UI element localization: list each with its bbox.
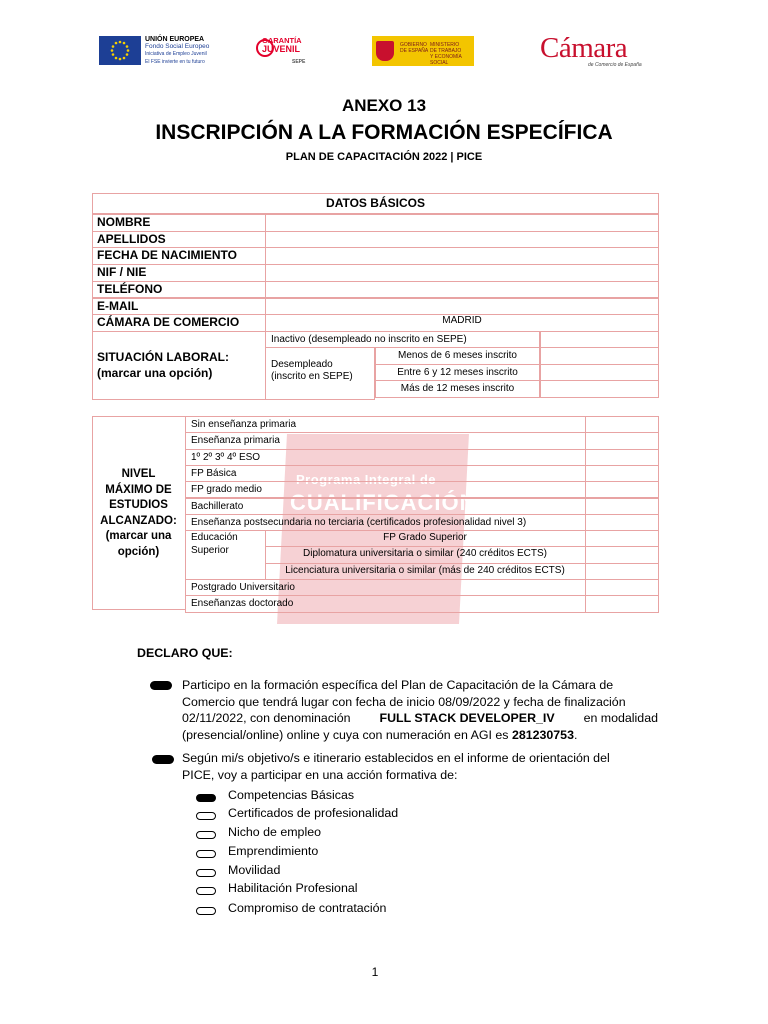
estudios-check-cell[interactable] xyxy=(585,514,659,531)
situacion-label: SITUACIÓN LABORAL: xyxy=(97,349,229,364)
inactivo-check-cell[interactable] xyxy=(540,331,659,348)
option-radio[interactable] xyxy=(196,850,216,858)
datos-field-label: NOMBRE xyxy=(97,215,151,229)
para-text: en modalidad xyxy=(583,711,658,725)
estudios-option-cell xyxy=(185,498,586,515)
desempleado-option-label: Entre 6 y 12 meses inscrito xyxy=(397,366,518,378)
estudios-label-line: ALCANZADO: xyxy=(100,514,177,527)
estudios-option-label: FP grado medio xyxy=(191,484,262,496)
estudios-label-cell xyxy=(92,416,186,610)
desempleado-option-label: Menos de 6 meses inscrito xyxy=(398,349,517,361)
datos-heading: DATOS BÁSICOS xyxy=(326,196,425,210)
camara-logo-text: Cámara xyxy=(540,32,628,64)
para-line xyxy=(182,710,658,727)
eu-flag-icon xyxy=(99,36,141,65)
estudios-check-cell[interactable] xyxy=(585,546,659,563)
page-title: INSCRIPCIÓN A LA FORMACIÓN ESPECÍFICA xyxy=(155,121,613,144)
desempleado-hint: (inscrito en SEPE) xyxy=(271,370,353,382)
shield-icon xyxy=(376,41,394,61)
para-line: Comercio que tendrá lugar con fecha de inicio 08/09/2022 y fecha de finalización xyxy=(182,694,626,709)
estudios-check-cell[interactable] xyxy=(585,432,659,449)
datos-value-cell[interactable] xyxy=(265,281,659,299)
bullet-icon xyxy=(152,755,174,764)
para-line: PICE, voy a participar en una acción formativa de: xyxy=(182,767,458,782)
estudios-check-cell[interactable] xyxy=(585,563,659,580)
page-number: 1 xyxy=(371,965,379,979)
para-text: 02/11/2022, con denominación xyxy=(182,711,351,725)
edu-superior-label: Educación xyxy=(191,532,238,544)
para-text: (presencial/online) online y cuya con numeración en AGI es xyxy=(182,727,509,742)
gj-line: JUVENIL xyxy=(262,44,301,54)
desempleado-check-cell[interactable] xyxy=(540,347,659,365)
watermark-text: CUALIFICACIÓN xyxy=(290,490,477,515)
estudios-option-label: Enseñanzas doctorado xyxy=(191,598,294,610)
inactivo-label: Inactivo (desempleado no inscrito en SEPE) xyxy=(271,333,467,345)
page-subtitle: PLAN DE CAPACITACIÓN 2022 | PICE xyxy=(285,151,483,163)
datos-field-label: NIF / NIE xyxy=(97,265,147,280)
option-label: Habilitación Profesional xyxy=(228,881,358,895)
gov-line: GOBIERNO xyxy=(400,42,427,48)
estudios-option-label: Bachillerato xyxy=(191,500,244,512)
option-radio[interactable] xyxy=(196,812,216,820)
camara-value: MADRID xyxy=(442,315,482,327)
datos-field-label: FECHA DE NACIMIENTO xyxy=(97,248,238,263)
option-label: Compromiso de contratación xyxy=(228,901,387,915)
eu-logo xyxy=(99,36,229,66)
eu-logo-line: Fondo Social Europeo xyxy=(145,43,210,50)
eu-logo-line: El FSE invierte en tu futuro xyxy=(145,59,205,65)
estudios-option-cell xyxy=(185,465,586,482)
gobierno-logo xyxy=(372,36,474,66)
declaro-paragraph-1 xyxy=(182,677,658,743)
gj-sub: SEPE xyxy=(292,59,306,65)
edu-superior-option-label: Diplomatura universitaria o similar (240 créditos ECTS) xyxy=(303,548,547,560)
estudios-check-cell[interactable] xyxy=(585,498,659,515)
course-name: FULL STACK DEVELOPER_IV xyxy=(379,711,555,725)
desempleado-check-cell[interactable] xyxy=(540,380,659,398)
option-radio[interactable] xyxy=(196,869,216,877)
agi-number: 281230753 xyxy=(511,727,574,742)
datos-field-label: TELÉFONO xyxy=(97,281,163,296)
option-label: Nicho de empleo xyxy=(228,825,321,839)
eu-logo-line: Iniciativa de Empleo Juvenil xyxy=(145,51,207,57)
estudios-check-cell[interactable] xyxy=(585,530,659,547)
datos-value-cell[interactable] xyxy=(265,264,659,282)
edu-superior-label: Superior xyxy=(191,545,229,557)
estudios-label-line: opción) xyxy=(117,545,160,558)
garantia-juvenil-logo xyxy=(256,35,314,69)
camara-logo-sub: de Comercio de España xyxy=(588,62,642,68)
option-radio[interactable] xyxy=(196,794,216,802)
para-line: (presencial/online) online y cuya con numeración en AGI es 281230753. xyxy=(182,727,578,742)
datos-value-cell[interactable] xyxy=(265,247,659,265)
option-label: Emprendimiento xyxy=(228,844,319,858)
desempleado-check-cell[interactable] xyxy=(540,364,659,382)
para-line: Según mi/s objetivo/s e itinerario establecidos en el informe de orientación del xyxy=(182,751,610,765)
estudios-check-cell[interactable] xyxy=(585,579,659,596)
watermark-text: Programa Integral de xyxy=(296,472,437,487)
estudios-check-cell[interactable] xyxy=(585,465,659,482)
estudios-option-label: Enseñanza primaria xyxy=(191,435,280,447)
option-label: Certificados de profesionalidad xyxy=(228,806,399,820)
gj-line: GARANTÍA xyxy=(262,36,302,45)
estudios-option-label: Sin enseñanza primaria xyxy=(191,419,297,430)
datos-field-label: E-MAIL xyxy=(97,298,139,313)
situacion-hint: (marcar una opción) xyxy=(97,365,213,380)
desempleado-option-label: Más de 12 meses inscrito xyxy=(400,383,515,395)
estudios-label-line: MÁXIMO DE xyxy=(105,483,172,496)
gov-line: MINISTERIO xyxy=(430,42,460,48)
annex-title: ANEXO 13 xyxy=(341,96,427,115)
gov-line: DE ESPAÑA xyxy=(400,48,429,54)
estudios-check-cell[interactable] xyxy=(585,481,659,498)
option-radio[interactable] xyxy=(196,907,216,915)
gov-line: DE TRABAJO xyxy=(430,48,462,54)
estudios-check-cell[interactable] xyxy=(585,595,659,612)
bullet-icon xyxy=(150,681,172,690)
para-line: Participo en la formación específica del Plan de Capacitación de la Cámara de xyxy=(182,678,614,692)
camara-logo xyxy=(540,34,655,68)
datos-field-label: CÁMARA DE COMERCIO xyxy=(97,315,240,330)
option-radio[interactable] xyxy=(196,887,216,895)
edu-superior-option-label: Licenciatura universitaria o similar (más de 240 créditos ECTS) xyxy=(285,564,565,576)
option-radio[interactable] xyxy=(196,831,216,839)
datos-field-label: APELLIDOS xyxy=(97,231,166,246)
eu-logo-title: UNIÓN EUROPEA xyxy=(145,36,205,43)
estudios-option-label: Enseñanza postsecundaria no terciaria (certificados profesionalidad nivel 3) xyxy=(191,516,527,528)
declaro-heading: DECLARO QUE: xyxy=(137,646,233,660)
estudios-check-cell[interactable] xyxy=(585,449,659,466)
desempleado-label: Desempleado xyxy=(271,358,333,370)
datos-value-cell[interactable] xyxy=(265,214,659,232)
estudios-option-label: FP Básica xyxy=(191,467,237,479)
estudios-label-line: NIVEL xyxy=(121,468,156,480)
estudios-option-label: Postgrado Universitario xyxy=(191,582,295,593)
option-label: Movilidad xyxy=(228,863,281,877)
declaro-paragraph-2 xyxy=(182,750,658,783)
estudios-option-label: 1º 2º 3º 4º ESO xyxy=(191,451,261,463)
option-label: Competencias Básicas xyxy=(228,788,355,802)
estudios-label-line: (marcar una xyxy=(105,530,172,542)
estudios-check-cell[interactable] xyxy=(585,416,659,433)
datos-value-cell[interactable] xyxy=(265,231,659,249)
edu-superior-option-label: FP Grado Superior xyxy=(383,532,467,544)
estudios-label-line: ESTUDIOS xyxy=(109,499,168,511)
datos-value-cell[interactable] xyxy=(265,298,659,316)
gov-line: Y ECONOMÍA SOCIAL xyxy=(430,54,462,66)
